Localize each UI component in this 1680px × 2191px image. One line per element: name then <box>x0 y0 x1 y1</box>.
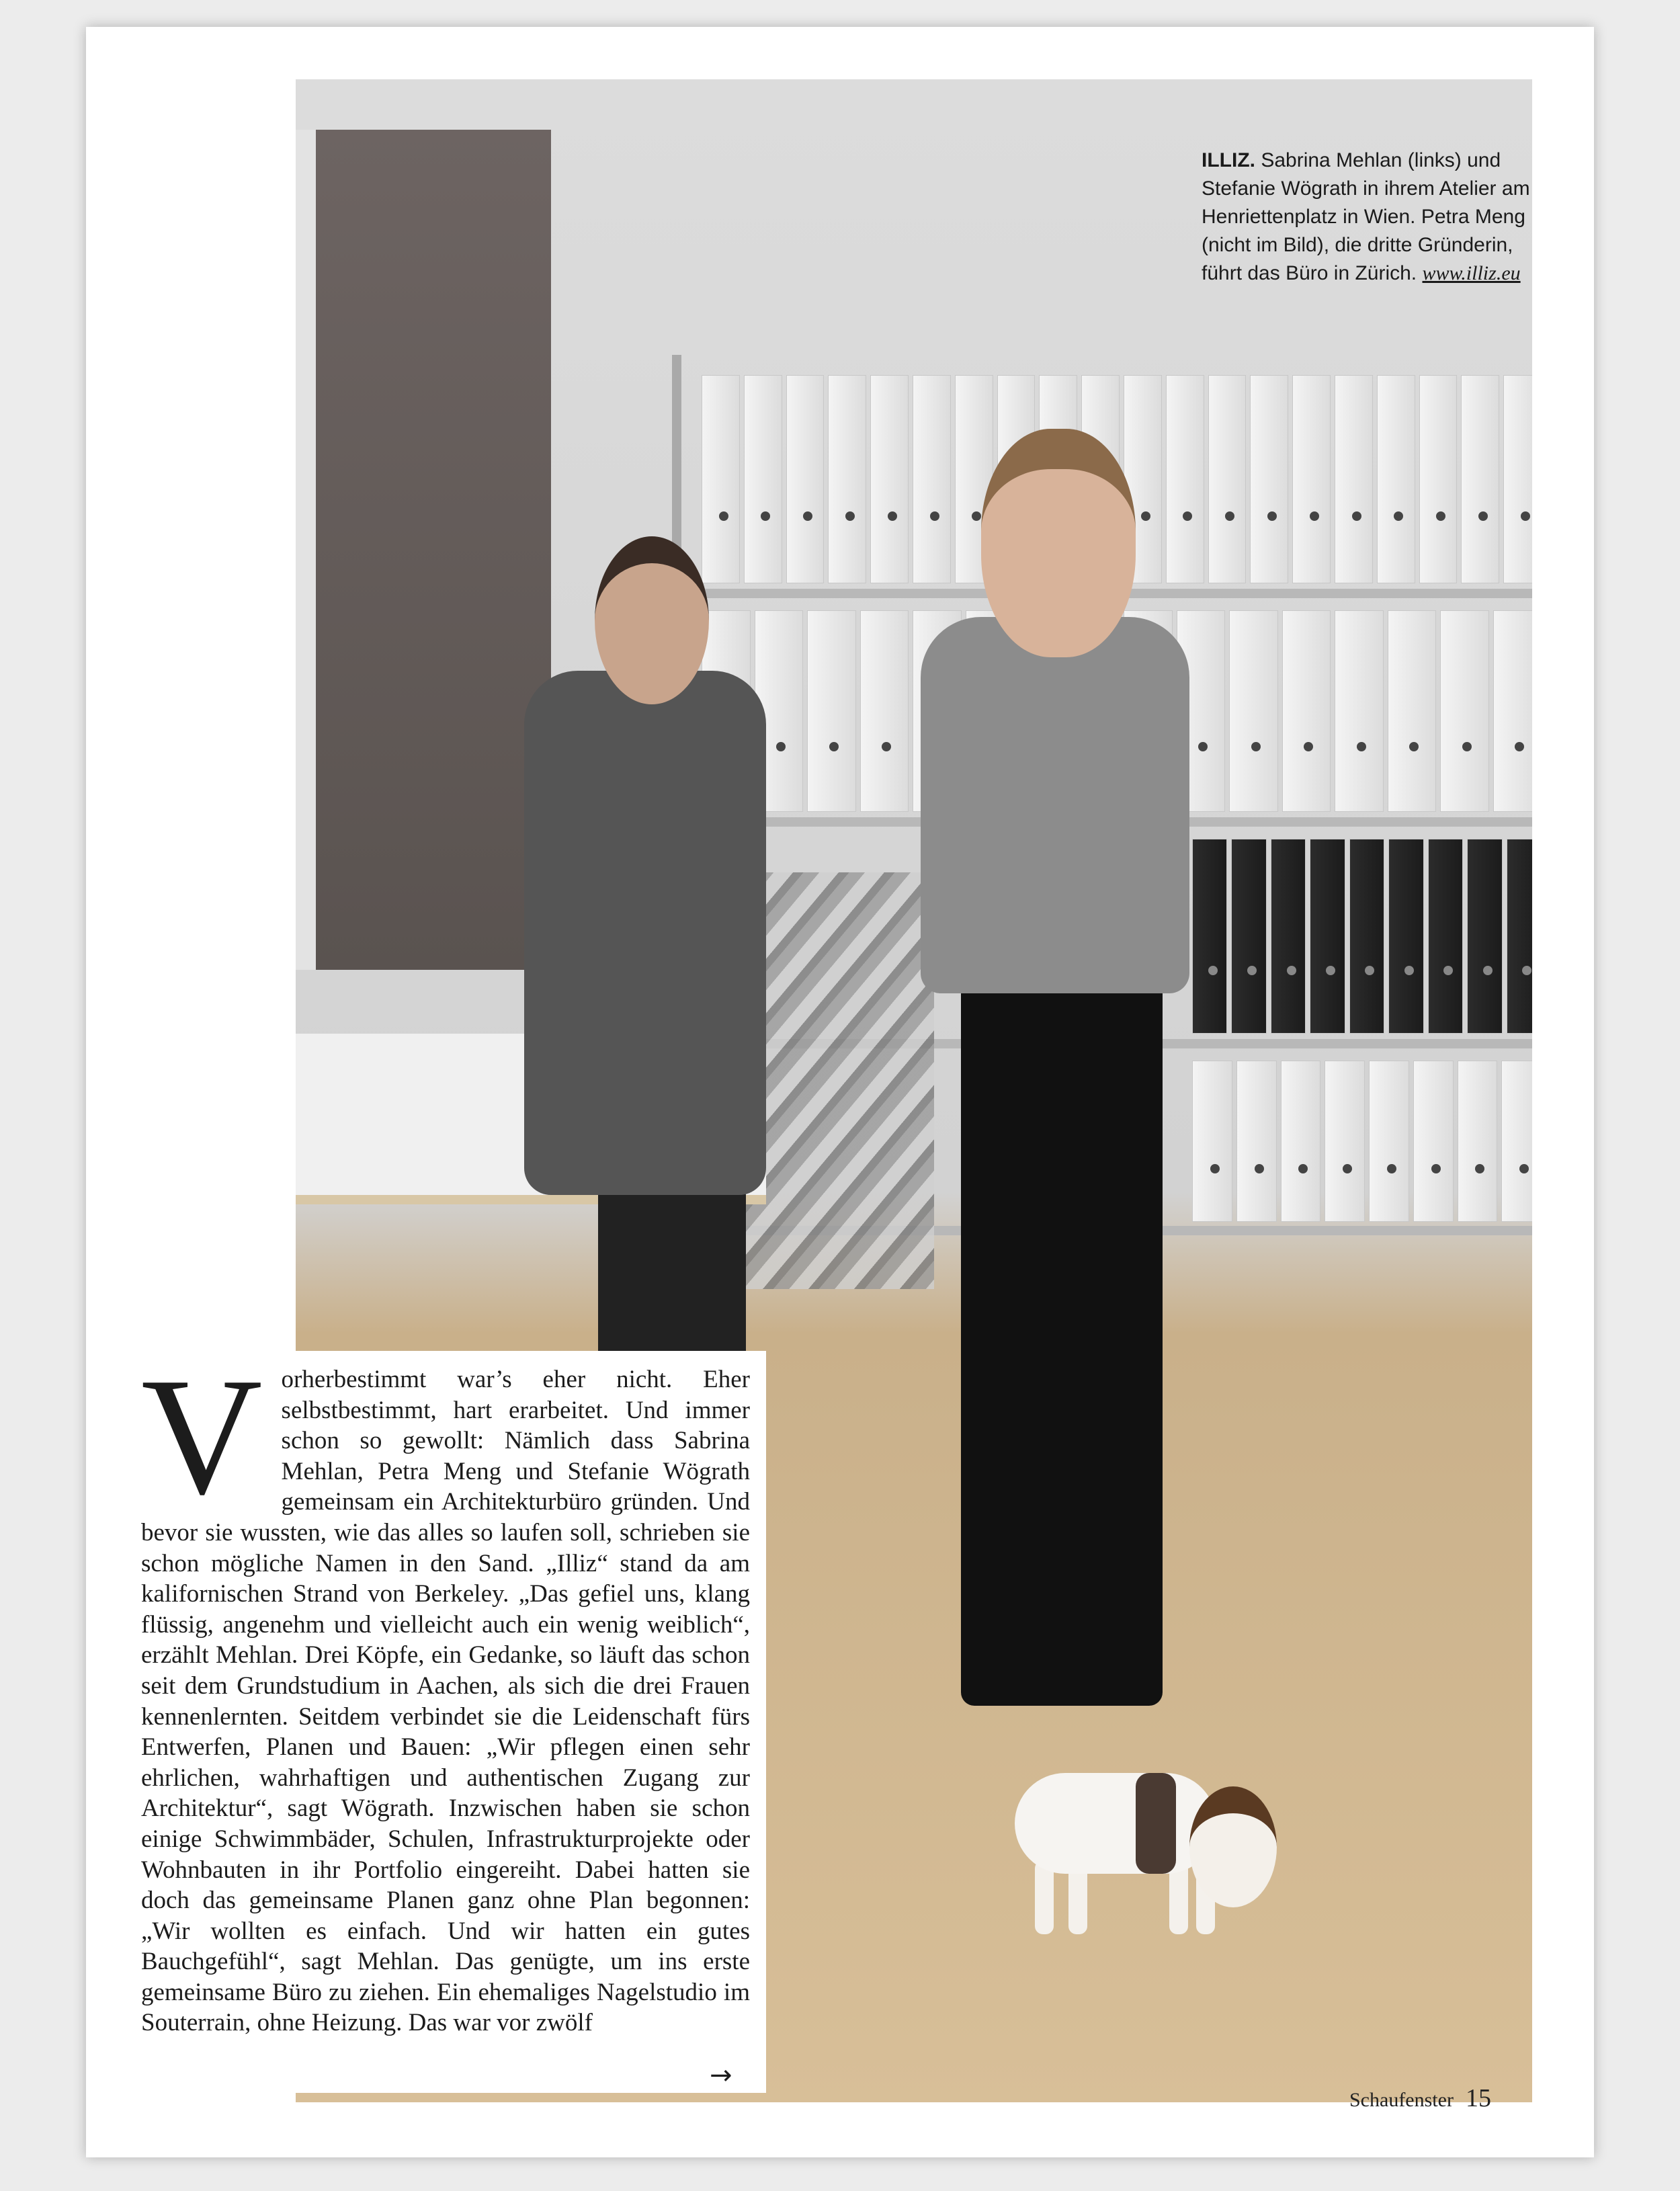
magazine-name: Schaufenster <box>1349 2089 1454 2111</box>
caption-lead: ILLIZ. <box>1202 149 1255 171</box>
article-body: orherbestimmt war’s eher nicht. Eher selbstbestimmt, hart erarbeitet. Und immer schon so gewollt: Nämlich dass Sabrina Mehlan, Petra Meng und Stefanie Wögrath gemeinsam ein Architekturbüro gründen. Und bevor sie wussten, wie das alles so laufen soll, schrieben sie schon mögliche Namen in den Sand. „Illiz“ stand da am kalifornischen Strand von Berkeley. „Das gefiel uns, klang flüssig, angenehm und vielleicht auch ein wenig weiblich“, erzählt Mehlan. Drei Köpfe, ein Gedanke, so läuft das schon seit dem Grundstudium in Aachen, als sich die drei Frauen kennenlernten. Seitdem verbindet sie die Leidenschaft fürs Entwerfen, Planen und Bauen: „Wir pflegen einen sehr ehrlichen, wahrhaftigen und authentischen Zugang zur Architektur“, sagt Wögrath. Inzwischen haben sie schon einige Schwimmbäder, Schulen, Infrastrukturprojekte oder Wohnbauten in ihr Portfolio eingereiht. Dabei hatten sie doch das gemeinsame Planen ganz ohne Plan begonnen: „Wir wollten es einfach. Und wir hatten ein gutes Bauchgefühl“, sagt Mehlan. Das genügte, um ins erste gemeinsame Büro zu ziehen. Ein ehemaliges Nagelstudio im Souterrain, ohne Heizung. Das war vor zwölf <box>141 1366 750 2037</box>
caption-text: Sabrina Mehlan (links) und Stefanie Wögrath in ihrem Atelier am Henriettenplatz in Wien. Petra Meng (nicht im Bild), die dritte Gründerin, führt das Büro in Zürich. <box>1202 149 1530 284</box>
photo-person-right <box>907 429 1189 1706</box>
photo-caption <box>1202 147 1551 288</box>
page-footer <box>1349 2083 1491 2113</box>
continue-arrow-icon: → <box>710 2060 732 2091</box>
magazine-page <box>86 27 1594 2157</box>
caption-url[interactable]: www.illiz.eu <box>1422 262 1521 284</box>
article-text <box>114 1343 766 2093</box>
photo-dog <box>968 1746 1277 1934</box>
page-number: 15 <box>1465 2084 1491 2112</box>
drop-cap: V <box>141 1343 263 1530</box>
article-paragraph <box>141 1343 750 2038</box>
